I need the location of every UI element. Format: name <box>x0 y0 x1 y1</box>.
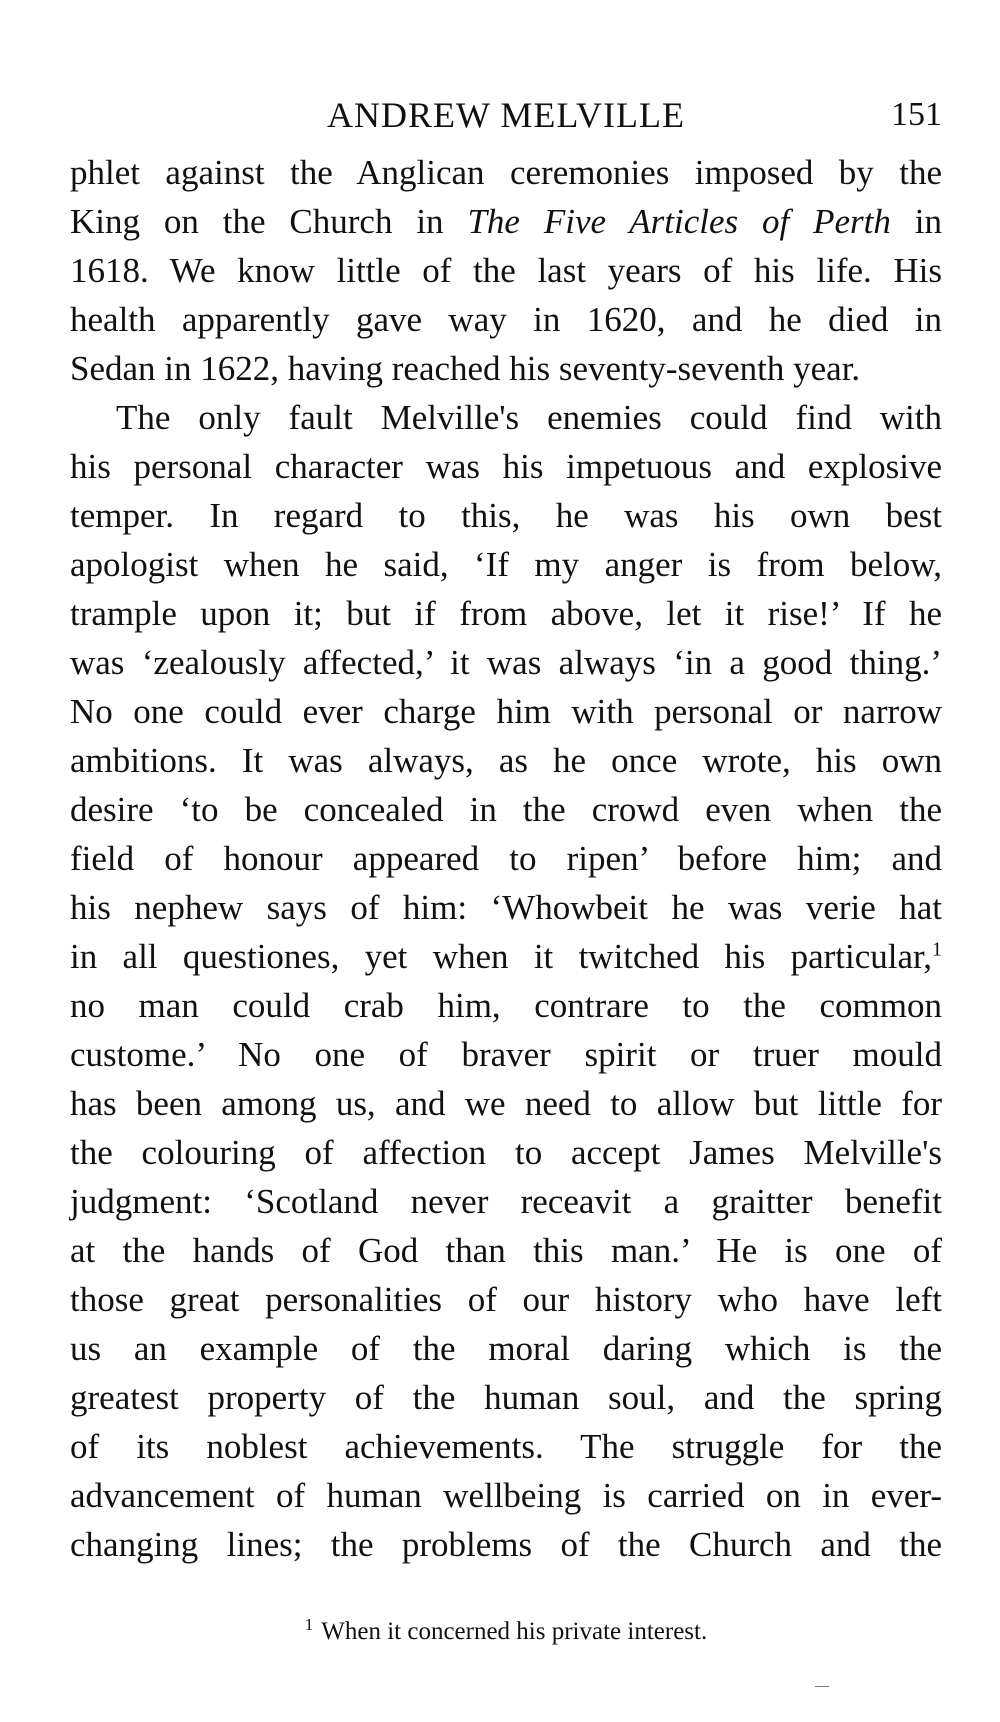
text-line: 1618. We know little of the last years of his life. His <box>70 251 942 290</box>
text-line: Sedan in 1622, having reached his seventy-seventh year. <box>70 349 861 388</box>
text-line: has been among us, and we need to allow but little for <box>70 1084 942 1123</box>
text-line: health apparently gave way in 1620, and he died in <box>70 300 942 339</box>
text-line: his nephew says of him: ‘Whowbeit he was verie hat <box>70 888 942 927</box>
text-line: judgment: ‘Scotland never receavit a graitter benefit <box>70 1182 942 1221</box>
footnote-text: When it concerned his private interest. <box>321 1618 708 1645</box>
footnote-mark: 1 <box>304 1614 314 1634</box>
text-line: No one could ever charge him with personal or narrow <box>70 692 942 731</box>
footnote <box>70 1614 942 1650</box>
italic-title: The Five Articles of Perth <box>467 202 891 241</box>
text-line <box>70 932 942 981</box>
text-line: advancement of human wellbeing is carried on in ever- <box>70 1476 942 1515</box>
text-fragment: in <box>890 202 942 241</box>
text-line: ambitions. It was always, as he once wrote, his own <box>70 741 942 780</box>
body-text <box>70 148 942 1569</box>
text-line: phlet against the Anglican ceremonies imposed by the <box>70 153 942 192</box>
page-number: 151 <box>891 96 942 133</box>
text-line: apologist when he said, ‘If my anger is from below, <box>70 545 942 584</box>
text-line: greatest property of the human soul, and the spring <box>70 1378 942 1417</box>
footnote-reference: 1 <box>932 938 942 961</box>
print-mark <box>815 1686 829 1687</box>
text-line: temper. In regard to this, he was his own best <box>70 496 942 535</box>
text-line: of its noblest achievements. The struggle for the <box>70 1427 942 1466</box>
text-line: desire ‘to be concealed in the crowd even when the <box>70 790 942 829</box>
text-line: field of honour appeared to ripen’ before him; and <box>70 839 942 878</box>
text-line: was ‘zealously affected,’ it was always ‘in a good thing.’ <box>70 643 942 682</box>
text-line <box>70 197 942 246</box>
text-fragment: in all questiones, yet when it twitched his particular, <box>70 937 932 976</box>
text-line: no man could crab him, contrare to the common <box>70 986 942 1025</box>
text-line: us an example of the moral daring which is the <box>70 1329 942 1368</box>
paragraph-start-line: The only fault Melville's enemies could find with <box>116 398 942 437</box>
text-fragment: King on the Church in <box>70 202 468 241</box>
text-line: those great personalities of our history who have left <box>70 1280 942 1319</box>
text-line: at the hands of God than this man.’ He is one of <box>70 1231 942 1270</box>
text-line: custome.’ No one of braver spirit or truer mould <box>70 1035 942 1074</box>
text-line: the colouring of affection to accept James Melville's <box>70 1133 942 1172</box>
text-line: changing lines; the problems of the Church and the <box>70 1525 942 1564</box>
text-line: trample upon it; but if from above, let it rise!’ If he <box>70 594 942 633</box>
running-title: ANDREW MELVILLE <box>327 95 685 135</box>
running-head <box>70 90 942 140</box>
text-line: his personal character was his impetuous and explosive <box>70 447 942 486</box>
